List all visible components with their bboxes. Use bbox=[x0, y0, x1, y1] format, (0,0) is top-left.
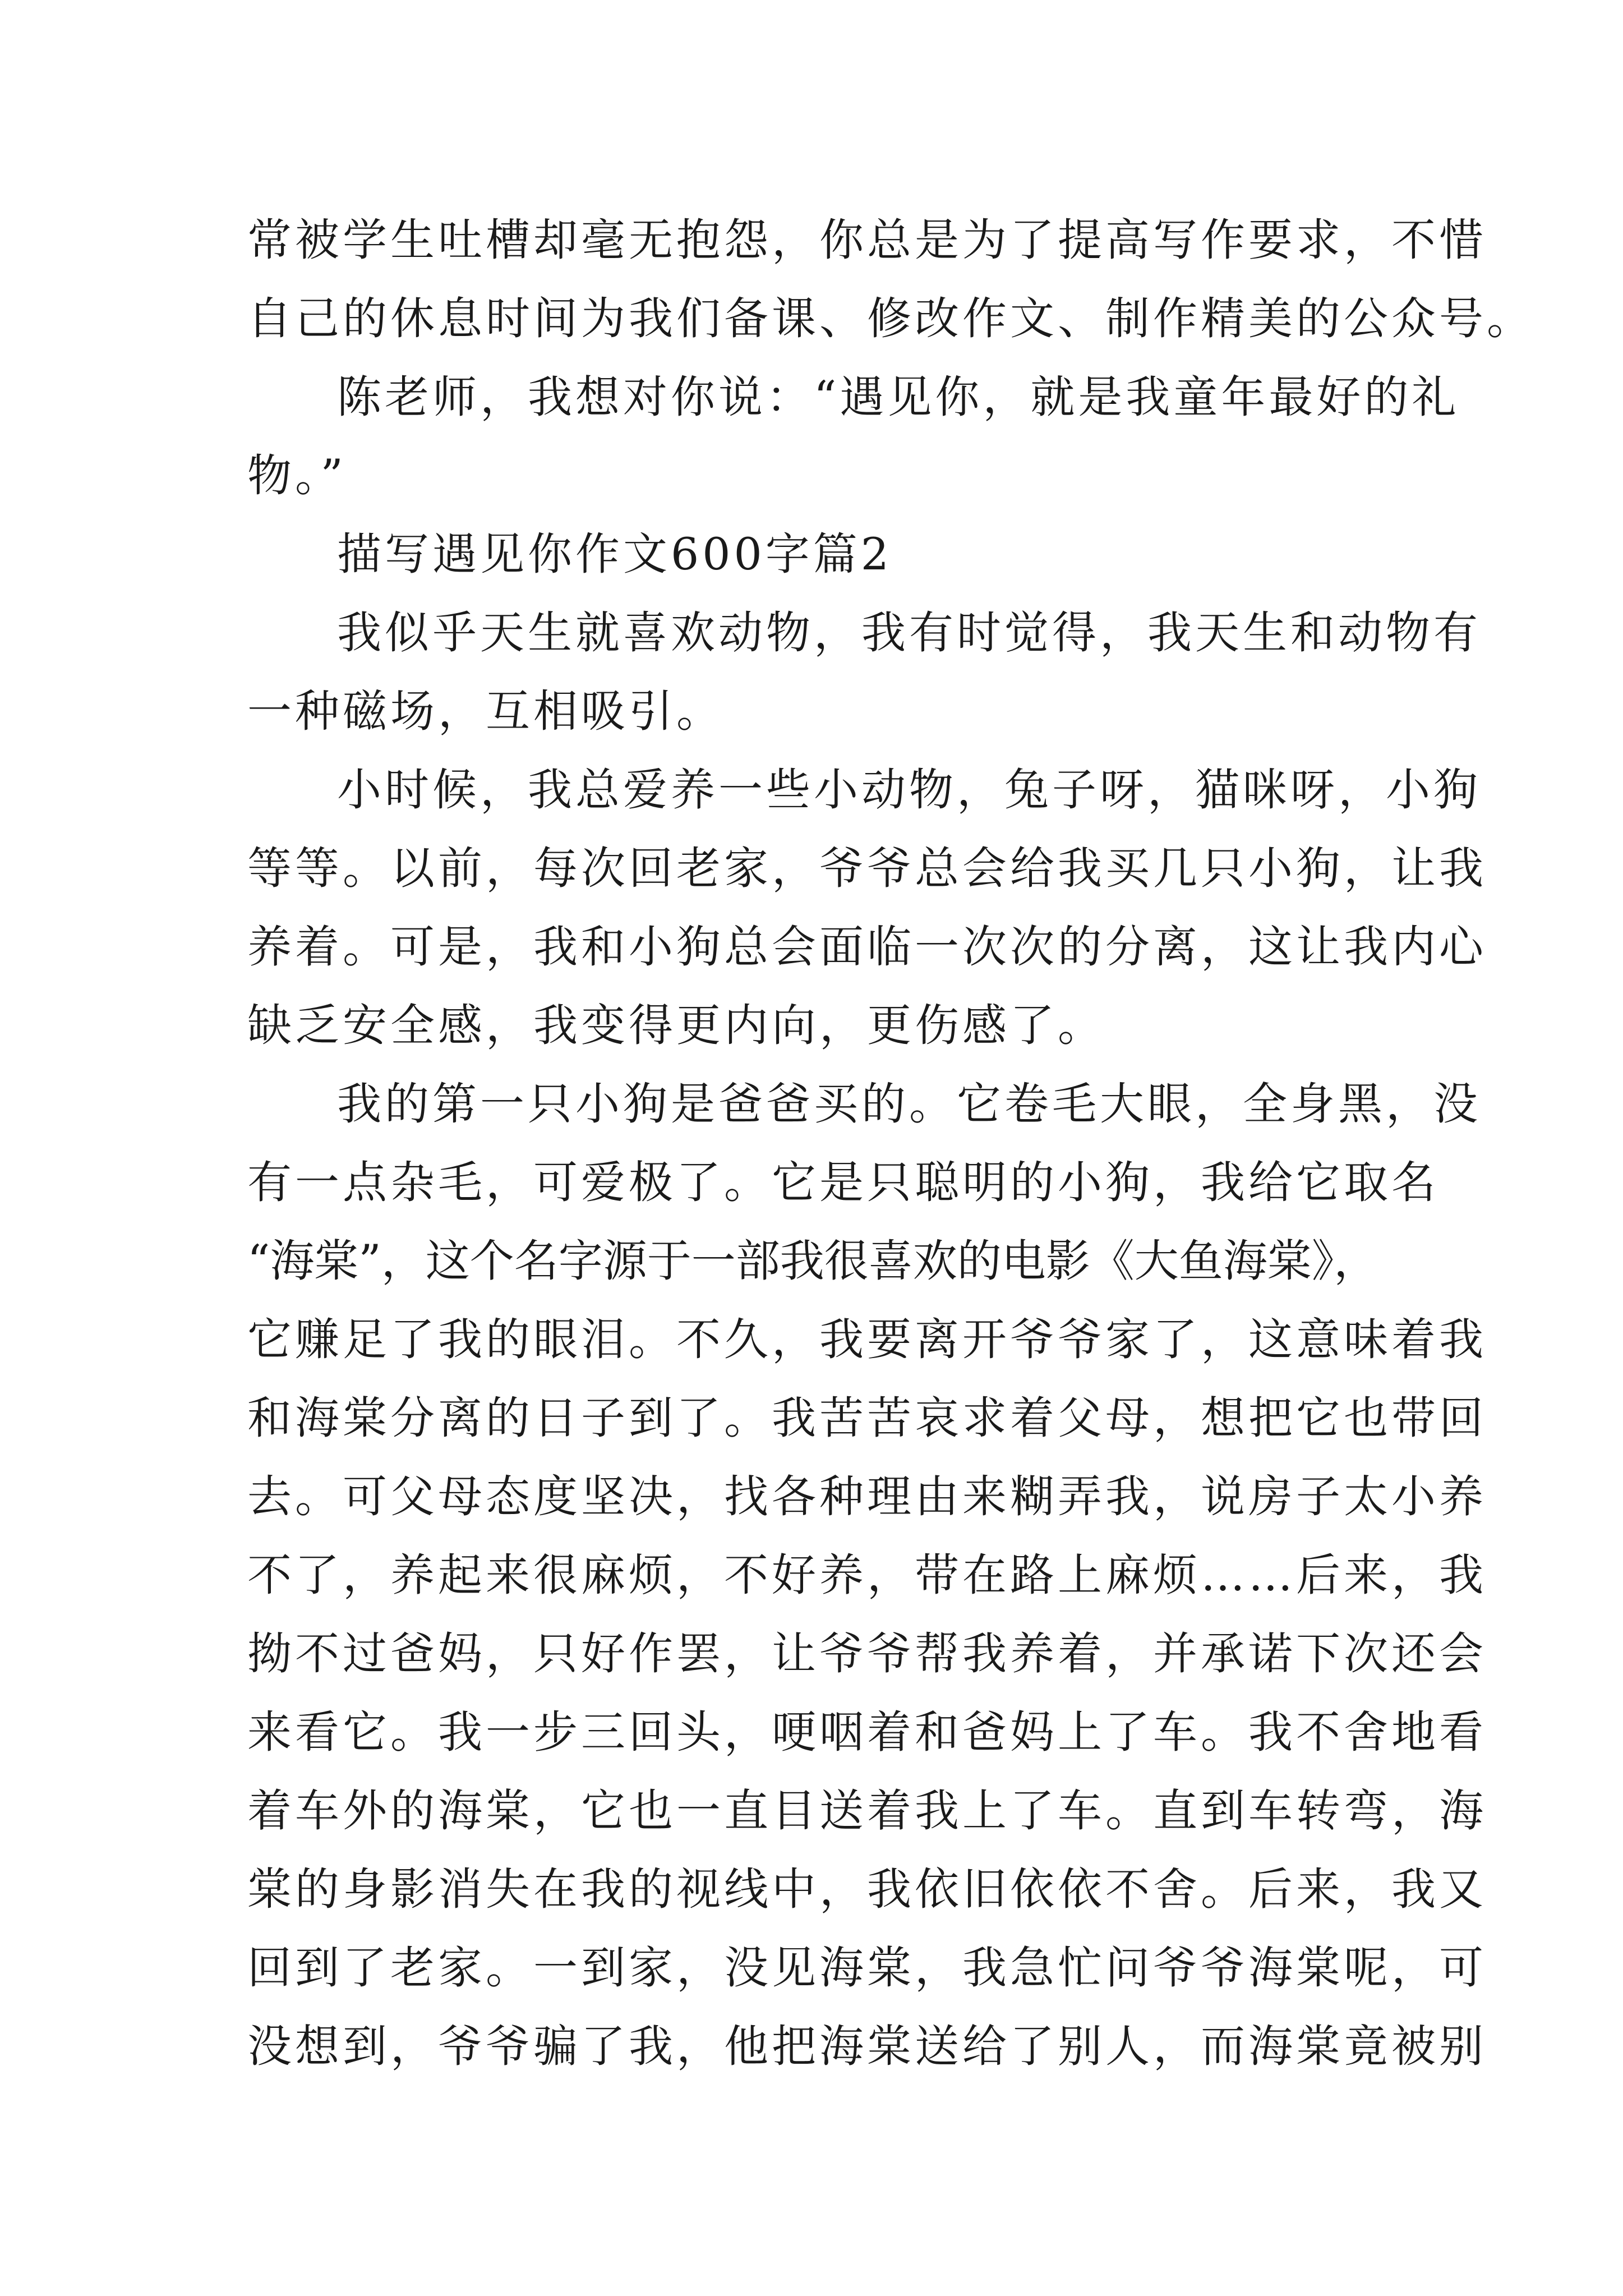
text-line: 来看它。我一步三回头，哽咽着和爸妈上了车。我不舍地看 bbox=[247, 1706, 1487, 1758]
text-line: 有一点杂毛，可爱极了。它是只聪明的小狗，我给它取名 bbox=[247, 1157, 1439, 1208]
text-line: 它赚足了我的眼泪。不久，我要离开爷爷家了，这意味着我 bbox=[247, 1314, 1487, 1365]
text-line: 我的第一只小狗是爸爸买的。它卷毛大眼，全身黑，没 bbox=[337, 1078, 1481, 1130]
section-heading: 描写遇见你作文600字篇2 bbox=[337, 528, 893, 580]
text-line: 拗不过爸妈，只好作罢，让爷爷帮我养着，并承诺下次还会 bbox=[247, 1628, 1487, 1680]
text-line: 养着。可是，我和小狗总会面临一次次的分离，这让我内心 bbox=[247, 921, 1487, 973]
text-line: 和海棠分离的日子到了。我苦苦哀求着父母，想把它也带回 bbox=[247, 1392, 1487, 1444]
text-line: 去。可父母态度坚决，找各种理由来糊弄我，说房子太小养 bbox=[247, 1471, 1487, 1522]
text-line: 没想到，爷爷骗了我，他把海棠送给了别人，而海棠竟被别 bbox=[247, 2021, 1487, 2072]
text-line: 缺乏安全感，我变得更内向，更伤感了。 bbox=[247, 1000, 1105, 1051]
text-line: 陈老师，我想对你说：“遇见你，就是我童年最好的礼 bbox=[337, 371, 1460, 423]
text-line: 等等。以前，每次回老家，爷爷总会给我买几只小狗，让我 bbox=[247, 843, 1487, 894]
text-line: 物。” bbox=[247, 450, 347, 501]
text-line: “海棠”，这个名字源于一部我很喜欢的电影《大鱼海棠》， bbox=[247, 1235, 1378, 1287]
text-line: 棠的身影消失在我的视线中，我依旧依依不舍。后来，我又 bbox=[247, 1864, 1487, 1915]
text-line: 着车外的海棠，它也一直目送着我上了车。直到车转弯，海 bbox=[247, 1785, 1487, 1837]
text-line: 不了，养起来很麻烦，不好养，带在路上麻烦……后来，我 bbox=[247, 1549, 1487, 1601]
text-line: 回到了老家。一到家，没见海棠，我急忙问爷爷海棠呢，可 bbox=[247, 1942, 1487, 1994]
text-line: 一种磁场，互相吸引。 bbox=[247, 685, 724, 737]
text-line: 自己的休息时间为我们备课、修改作文、制作精美的公众号。 bbox=[247, 293, 1534, 344]
text-line: 常被学生吐槽却毫无抱怨，你总是为了提高写作要求，不惜 bbox=[247, 214, 1487, 266]
text-line: 小时候，我总爱养一些小动物，兔子呀，猫咪呀，小狗 bbox=[337, 764, 1481, 816]
text-line: 我似乎天生就喜欢动物，我有时觉得，我天生和动物有 bbox=[337, 607, 1481, 659]
